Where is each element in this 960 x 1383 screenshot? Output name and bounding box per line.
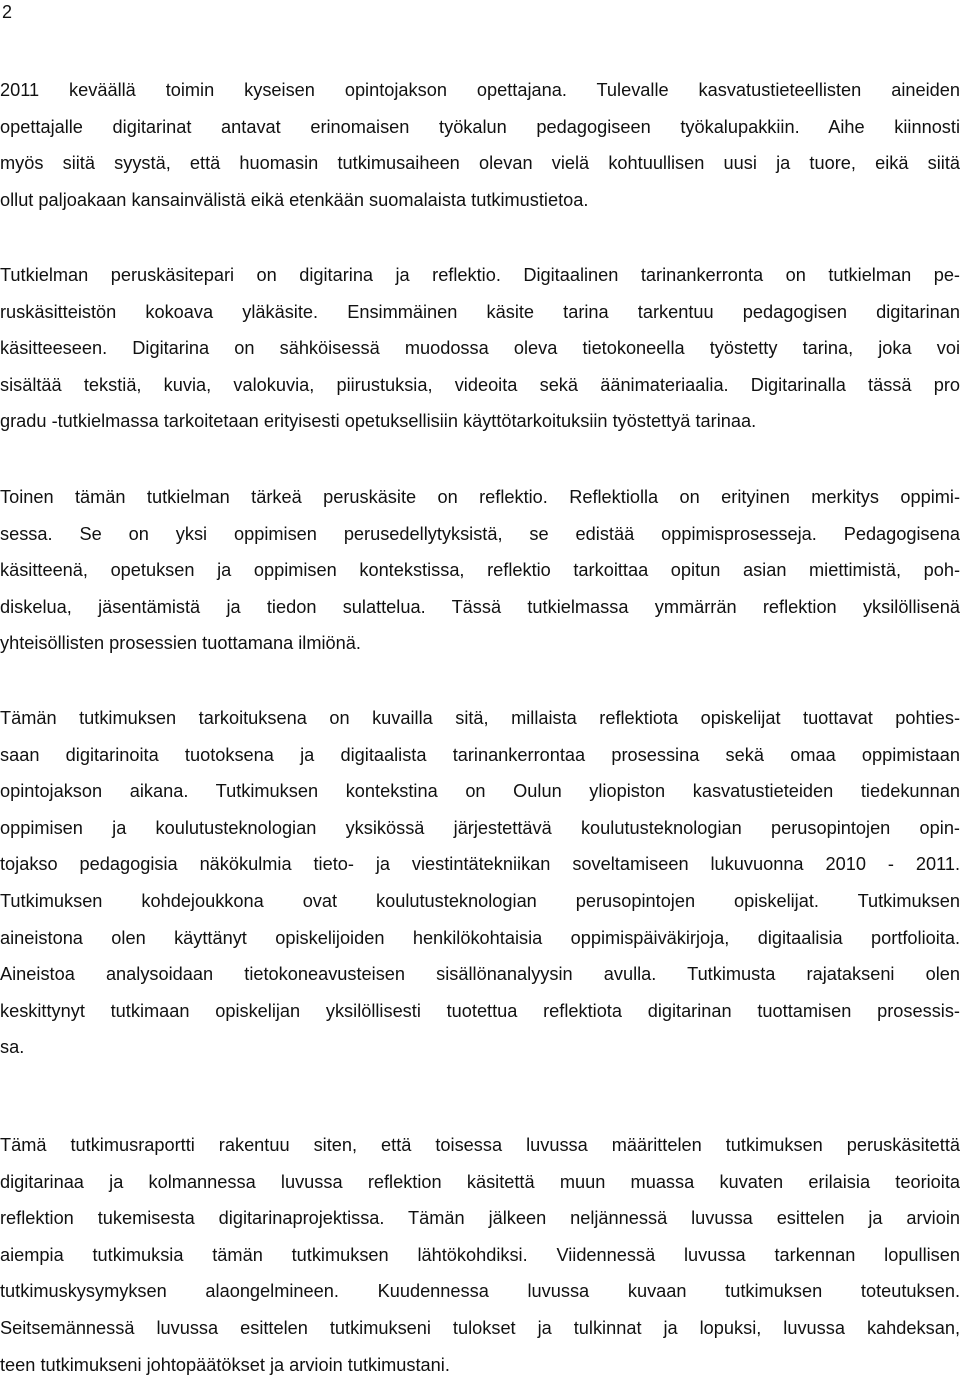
paragraph-5: [0, 1127, 960, 1383]
text-line: tojakso pedagogisia näkökulmia tieto- ja viestintätekniikan soveltamiseen lukuvuonna 2010 - 2011.: [0, 854, 960, 875]
text-line: tutkimuskysymyksen alaongelmineen. Kuudennessa luvussa kuvaan tutkimuksen toteutuksen.: [0, 1281, 960, 1302]
text-line: diskelua, jäsentämistä ja tiedon sulattelua. Tässä tutkielmassa ymmärrän reflektion yksilöllisenä: [0, 596, 960, 617]
text-line: Aineistoa analysoidaan tietokoneavusteisen sisällönanalyysin avulla. Tutkimusta rajatakseni olen: [0, 964, 960, 985]
text-line: digitarinaa ja kolmannessa luvussa reflektion käsitettä muun muassa kuvaten erilaisia teorioita: [0, 1171, 960, 1192]
text-line: keskittynyt tutkimaan opiskelijan yksilöllisesti tuotettua reflektiota digitarinan tuottamisen prosessis-: [0, 1000, 960, 1021]
text-line: ollut paljoakaan kansainvälistä eikä etenkään suomalaista tutkimustietoa.: [0, 189, 589, 210]
text-line: myös siitä syystä, että huomasin tutkimusaiheen olevan vielä kohtuullisen uusi ja tuore, eikä siitä: [0, 153, 960, 174]
text-line: käsitteeseen. Digitarina on sähköisessä muodossa oleva tietokoneella työstetty tarina, joka voi: [0, 338, 960, 359]
text-line: käsitteenä, opetuksen ja oppimisen kontekstissa, reflektio tarkoittaa opitun asian miettimistä, poh-: [0, 560, 960, 581]
text-line: opettajalle digitarinat antavat erinomaisen työkalun pedagogiseen työkalupakkiin. Aihe kiinnosti: [0, 116, 960, 137]
text-line: teen tutkimukseni johtopäätökset ja arvioin tutkimustani.: [0, 1354, 450, 1375]
page-number: 2: [2, 2, 13, 22]
text-line: reflektion tukemisesta digitarinaprojektissa. Tämän jälkeen neljännessä luvussa esittelen ja arvioin: [0, 1208, 960, 1229]
text-line: ruskäsitteistön kokoava yläkäsite. Ensimmäinen käsite tarina tarkentuu pedagogisen digitarinan: [0, 301, 960, 322]
text-line: opintojakson aikana. Tutkimuksen kontekstina on Oulun yliopiston kasvatustieteiden tiedekunnan: [0, 781, 960, 802]
text-line: yhteisöllisten prosessien tuottamana ilmiönä.: [0, 633, 361, 654]
text-line: gradu -tutkielmassa tarkoitetaan erityisesti opetuksellisiin käyttötarkoituksiin työstettyä tarinaa.: [0, 411, 757, 432]
text-line: aiempia tutkimuksia tämän tutkimuksen lähtökohdiksi. Viidennessä luvussa tarkennan lopullisen: [0, 1244, 960, 1265]
text-line: sessa. Se on yksi oppimisen perusedellytyksistä, se edistää oppimisprosesseja. Pedagogisena: [0, 523, 960, 544]
text-line: sa.: [0, 1037, 25, 1058]
paragraph-4: [0, 700, 960, 1066]
text-line: Seitsemännessä luvussa esittelen tutkimukseni tulokset ja tulkinnat ja lopuksi, luvussa kahdeksan,: [0, 1317, 960, 1338]
text-line: Tutkimuksen kohdejoukkona ovat koulutusteknologian perusopintojen opiskelijat. Tutkimuksen: [0, 890, 960, 911]
text-line: Tämä tutkimusraportti rakentuu siten, että toisessa luvussa määrittelen tutkimuksen peruskäsitettä: [0, 1135, 960, 1155]
text-line: Tämän tutkimuksen tarkoituksena on kuvailla sitä, millaista reflektiota opiskelijat tuottavat pohties-: [0, 708, 960, 728]
text-line: saan digitarinoita tuotoksena ja digitaalista tarinankerrontaa prosessina sekä omaa oppimistaan: [0, 744, 960, 765]
text-line: sisältää tekstiä, kuvia, valokuvia, piirustuksia, videoita sekä äänimateriaalia. Digitarinalla tässä pro: [0, 374, 960, 395]
text-line: Tutkielman peruskäsitepari on digitarina ja reflektio. Digitaalinen tarinankerronta on tutkielman pe-: [0, 265, 960, 285]
text-line: aineistona olen käyttänyt opiskelijoiden henkilökohtaisia oppimispäiväkirjoja, digitaalisia portfolioita.: [0, 927, 960, 948]
text-line: oppimisen ja koulutusteknologian yksikössä järjestettävä koulutusteknologian perusopintojen opin-: [0, 817, 960, 838]
paragraph-1: [0, 72, 960, 218]
paragraph-2: [0, 257, 960, 440]
text-line: 2011 keväällä toimin kyseisen opintojakson opettajana. Tulevalle kasvatustieteellisten aineiden: [0, 80, 960, 100]
paragraph-3: [0, 479, 960, 662]
text-line: Toinen tämän tutkielman tärkeä peruskäsite on reflektio. Reflektiolla on erityinen merkitys oppimi-: [0, 487, 960, 507]
